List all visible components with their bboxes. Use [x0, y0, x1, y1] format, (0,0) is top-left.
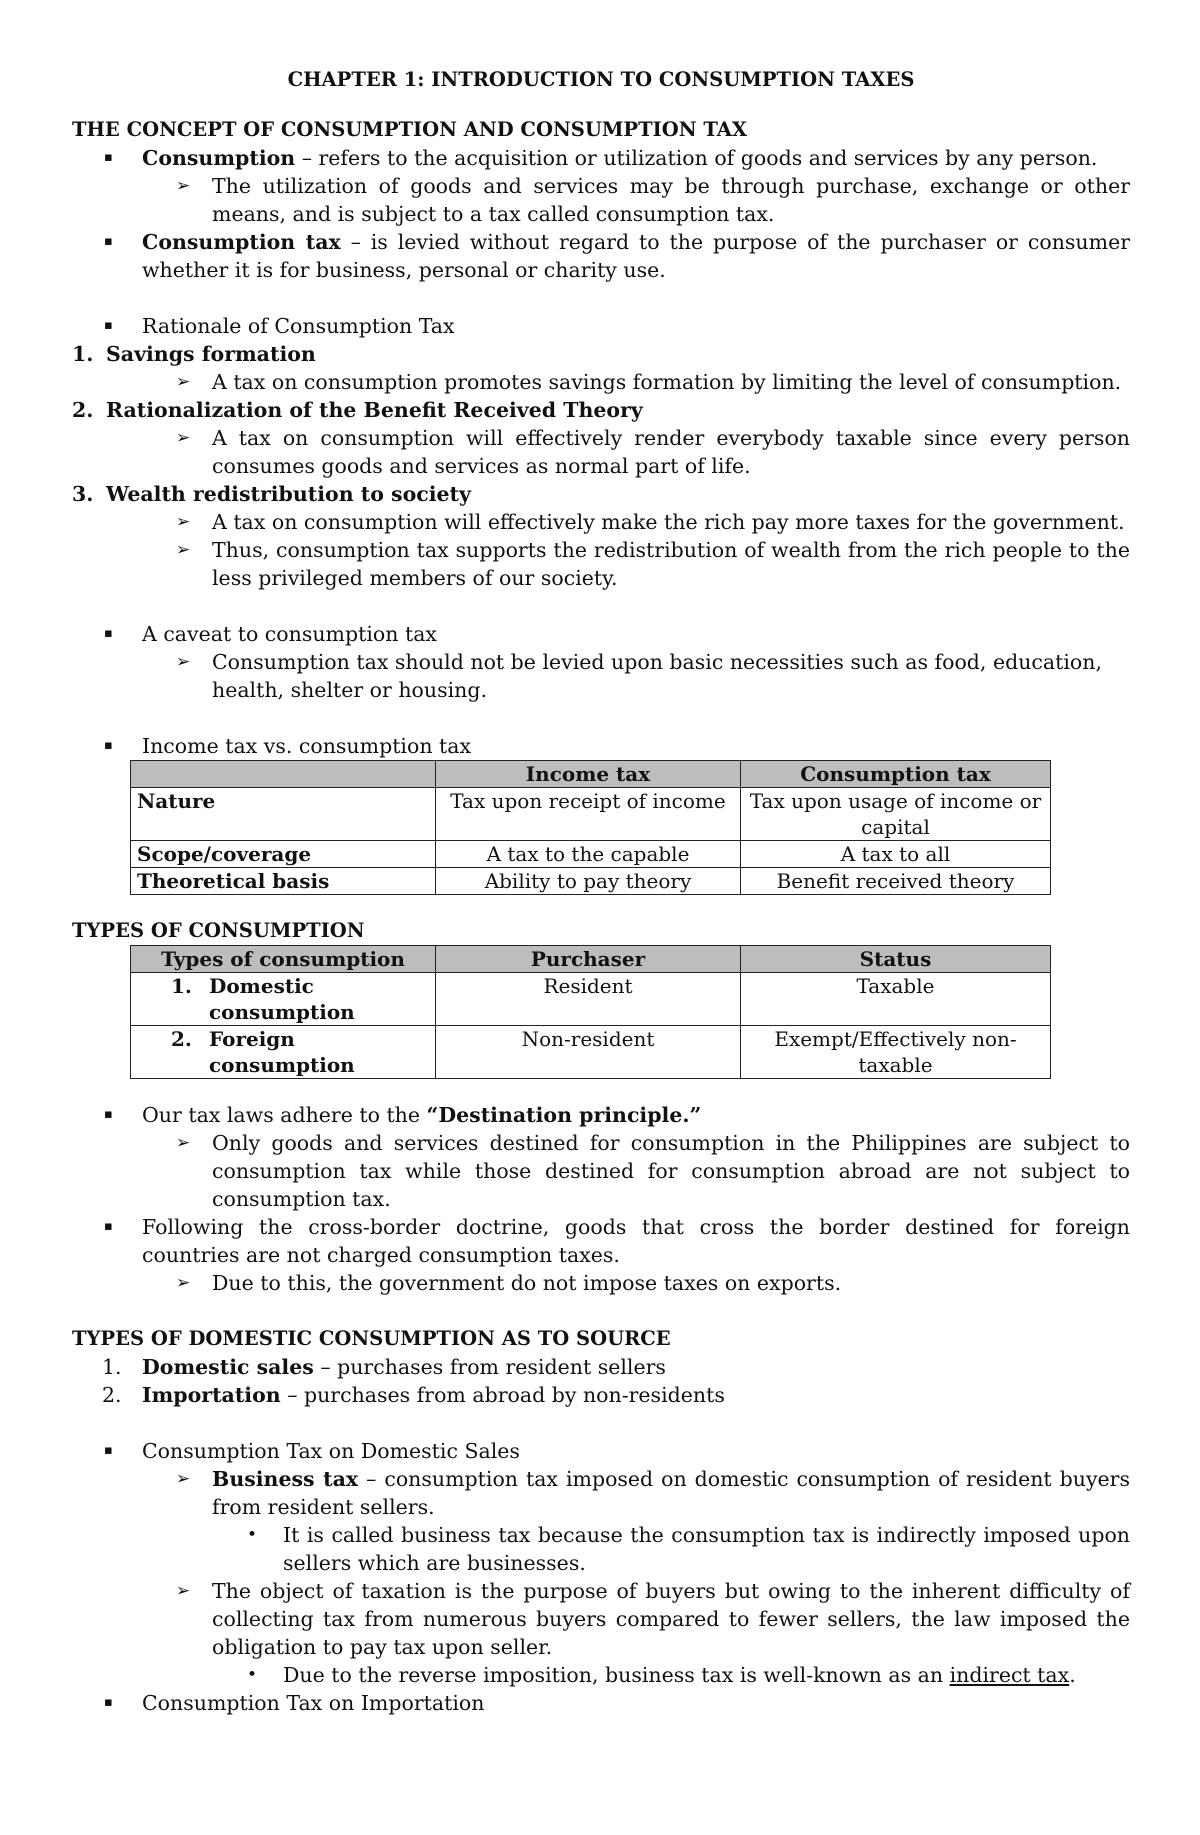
- rationale-point: ➢ Thus, consumption tax supports the redistribution of wealth from the rich people to the less privileged members of our society.: [176, 538, 1130, 590]
- square-bullet-icon: ▪: [104, 738, 113, 753]
- term-indirect-tax: indirect tax: [949, 1663, 1070, 1687]
- business-tax-point: ➢ Business tax – consumption tax imposed on domestic consumption of resident buyers from resident sellers.: [176, 1467, 1130, 1519]
- rationale-point: ➢ A tax on consumption will effectively render everybody taxable since every person consumes goods and services as normal part of life.: [176, 426, 1130, 478]
- dot-bullet-icon: •: [247, 1525, 258, 1545]
- arrow-bullet-icon: ➢: [176, 512, 191, 532]
- arrow-bullet-icon: ➢: [176, 176, 191, 196]
- square-bullet-icon: ▪: [104, 150, 113, 165]
- square-bullet-icon: ▪: [104, 1219, 113, 1234]
- term-business-tax: Business tax: [212, 1467, 359, 1491]
- square-bullet-icon: ▪: [104, 1443, 113, 1458]
- document-page: [72, 66, 1130, 1717]
- source-item-1: 1. Domestic sales – purchases from resident sellers: [102, 1355, 666, 1379]
- table-row: 1. Domestic consumption Resident Taxable: [131, 973, 1051, 1026]
- square-bullet-icon: ▪: [104, 234, 113, 249]
- arrow-bullet-icon: ➢: [176, 1133, 191, 1153]
- arrow-bullet-icon: ➢: [176, 428, 191, 448]
- square-bullet-icon: ▪: [104, 626, 113, 641]
- destination-point: ➢ Only goods and services destined for consumption in the Philippines are subject to consumption tax while those destined for consumption abroad are not subject to consumption tax.: [176, 1131, 1130, 1211]
- arrow-bullet-icon: ➢: [176, 540, 191, 560]
- sub-point-consumption: ➢ The utilization of goods and services may be through purchase, exchange or other means, and is subject to a tax called consumption tax.: [176, 174, 1130, 226]
- rationale-item-3: 3. Wealth redistribution to society: [72, 482, 471, 506]
- business-tax-sub-point: • It is called business tax because the consumption tax is indirectly imposed upon sellers which are businesses.: [247, 1523, 1130, 1575]
- bullet-importation-tax: ▪ Consumption Tax on Importation: [104, 1691, 485, 1715]
- section-heading-concept: THE CONCEPT OF CONSUMPTION AND CONSUMPTION TAX: [72, 118, 748, 141]
- rationale-item-2: 2. Rationalization of the Benefit Received Theory: [72, 398, 643, 422]
- arrow-bullet-icon: ➢: [176, 1469, 191, 1489]
- caveat-point: ➢ Consumption tax should not be levied upon basic necessities such as food, education, health, shelter or housing.: [176, 650, 1102, 702]
- types-of-consumption-table: [130, 945, 1051, 1079]
- source-item-2: 2. Importation – purchases from abroad by non-residents: [102, 1383, 725, 1407]
- rationale-point: ➢ A tax on consumption will effectively make the rich pay more taxes for the government.: [176, 510, 1125, 534]
- cross-border-point: ➢ Due to this, the government do not impose taxes on exports.: [176, 1271, 842, 1295]
- term-consumption-tax: Consumption tax: [142, 230, 341, 254]
- square-bullet-icon: ▪: [104, 1107, 113, 1122]
- definition-consumption: – refers to the acquisition or utilization of goods and services by any person.: [295, 146, 1098, 170]
- dot-bullet-icon: •: [247, 1665, 258, 1685]
- arrow-bullet-icon: ➢: [176, 652, 191, 672]
- object-of-taxation-point: ➢ The object of taxation is the purpose of buyers but owing to the inherent difficulty of collecting tax from numerous buyers compared to fewer sellers, the law imposed the obligation to pay tax upon seller.: [176, 1579, 1130, 1659]
- square-bullet-icon: ▪: [104, 318, 113, 333]
- bullet-income-vs-consumption: ▪ Income tax vs. consumption tax: [104, 734, 472, 758]
- chapter-title: CHAPTER 1: INTRODUCTION TO CONSUMPTION TAXES: [287, 68, 915, 91]
- section-heading-domestic-source: TYPES OF DOMESTIC CONSUMPTION AS TO SOURCE: [72, 1327, 671, 1350]
- arrow-bullet-icon: ➢: [176, 1581, 191, 1601]
- table-header-row: Types of consumption Purchaser Status: [131, 946, 1051, 973]
- bullet-rationale: ▪ Rationale of Consumption Tax: [104, 314, 455, 338]
- rationale-point: ➢ A tax on consumption promotes savings formation by limiting the level of consumption.: [176, 370, 1122, 394]
- bullet-domestic-sales-tax: ▪ Consumption Tax on Domestic Sales: [104, 1439, 520, 1463]
- bullet-caveat: ▪ A caveat to consumption tax: [104, 622, 437, 646]
- reverse-imposition-point: • Due to the reverse imposition, business tax is well-known as an indirect tax.: [247, 1663, 1076, 1687]
- bullet-consumption: [72, 144, 1130, 172]
- table-header-row: Income tax Consumption tax: [131, 761, 1051, 788]
- bullet-cross-border: ▪ Following the cross-border doctrine, goods that cross the border destined for foreign countries are not charged consumption taxes.: [104, 1215, 1130, 1267]
- arrow-bullet-icon: ➢: [176, 1273, 191, 1293]
- rationale-item-1: 1. Savings formation: [72, 342, 316, 366]
- term-destination-principle: “Destination principle.”: [426, 1103, 702, 1127]
- table-row: 2. Foreign consumption Non-resident Exempt/Effectively non-taxable: [131, 1026, 1051, 1079]
- arrow-bullet-icon: ➢: [176, 372, 191, 392]
- bullet-destination-principle: ▪ Our tax laws adhere to the “Destination principle.”: [104, 1103, 702, 1127]
- square-bullet-icon: ▪: [104, 1695, 113, 1710]
- table-row: Scope/coverage A tax to the capable A tax to all: [131, 841, 1051, 868]
- income-vs-consumption-table: [130, 760, 1051, 895]
- definition-consumption-tax: – is levied without regard to the purpose of the purchaser or consumer whether it is for business, personal or charity use.: [142, 230, 1130, 282]
- bullet-consumption-tax: [72, 228, 1130, 284]
- section-heading-types: TYPES OF CONSUMPTION: [72, 919, 365, 942]
- table-row: Nature Tax upon receipt of income Tax upon usage of income or capital: [131, 788, 1051, 841]
- table-row: Theoretical basis Ability to pay theory Benefit received theory: [131, 868, 1051, 895]
- term-consumption: Consumption: [142, 146, 296, 170]
